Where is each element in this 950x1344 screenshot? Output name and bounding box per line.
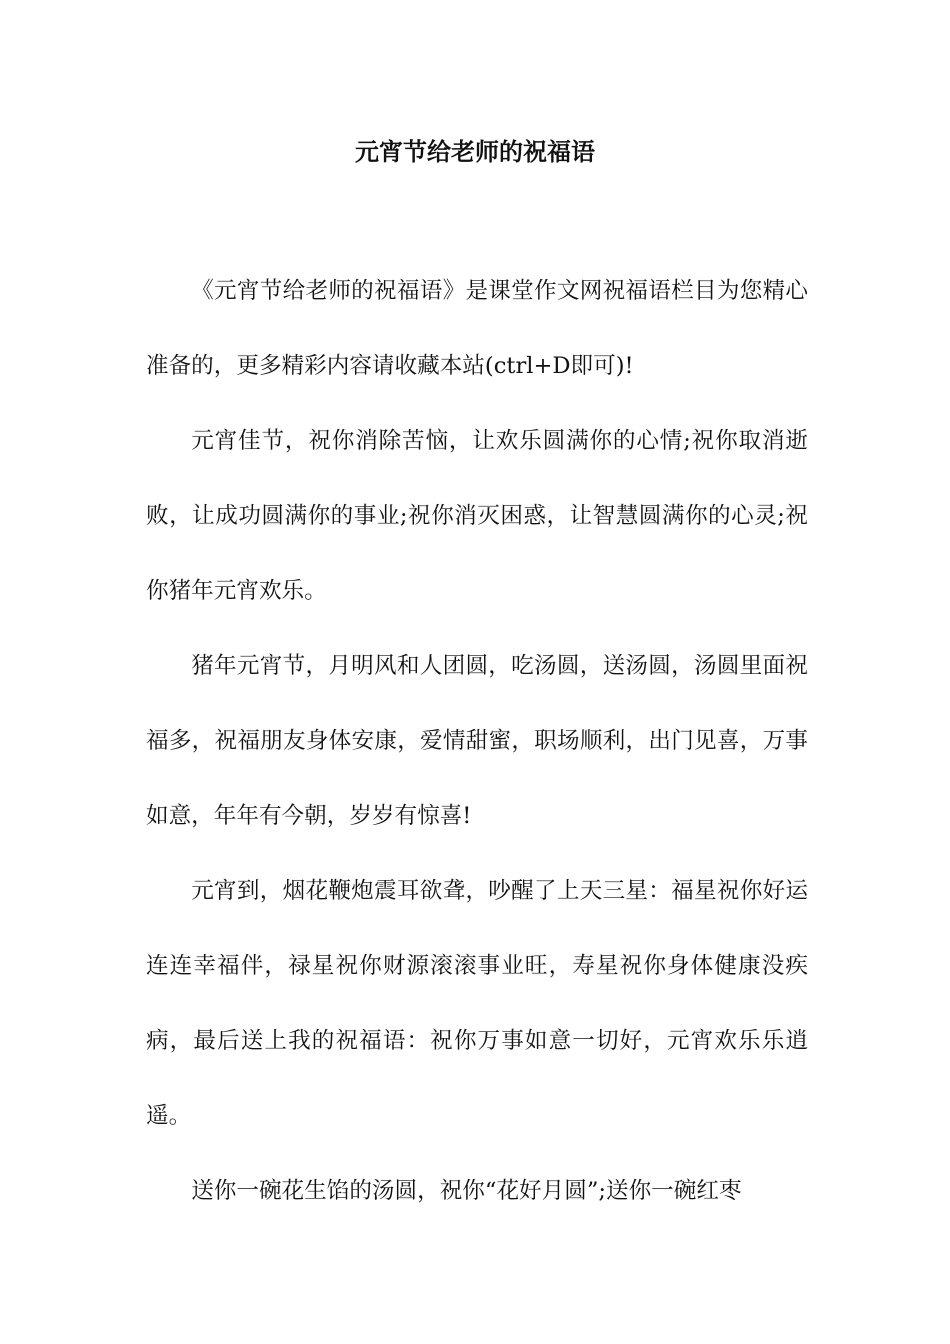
paragraph-intro: 《元宵节给老师的祝福语》是课堂作文网祝福语栏目为您精心准备的，更多精彩内容请收藏本站(ctrl+D即可)!: [146, 278, 808, 379]
paragraph-4: 送你一碗花生馅的汤圆，祝你“花好月圆”;送你一碗红枣: [191, 1178, 742, 1204]
paragraph-2: 猪年元宵节，月明风和人团圆，吃汤圆，送汤圆，汤圆里面祝福多，祝福朋友身体安康，爱情甜蜜，职场顺利，出门见喜，万事如意，年年有今朝，岁岁有惊喜!: [146, 653, 808, 829]
paragraph-1: 元宵佳节，祝你消除苦恼，让欢乐圆满你的心情;祝你取消逝败，让成功圆满你的事业;祝你消灭困惑，让智慧圆满你的心灵;祝你猪年元宵欢乐。: [146, 428, 808, 604]
paragraph-3: 元宵到，烟花鞭炮震耳欲聋，吵醒了上天三星：福星祝你好运连连幸福伴，禄星祝你财源滚滚事业旺，寿星祝你身体健康没疾病，最后送上我的祝福语：祝你万事如意一切好，元宵欢乐乐逍遥。: [146, 878, 808, 1129]
document-body: [146, 254, 808, 1229]
document-title: 元宵节给老师的祝福语: [355, 137, 595, 166]
